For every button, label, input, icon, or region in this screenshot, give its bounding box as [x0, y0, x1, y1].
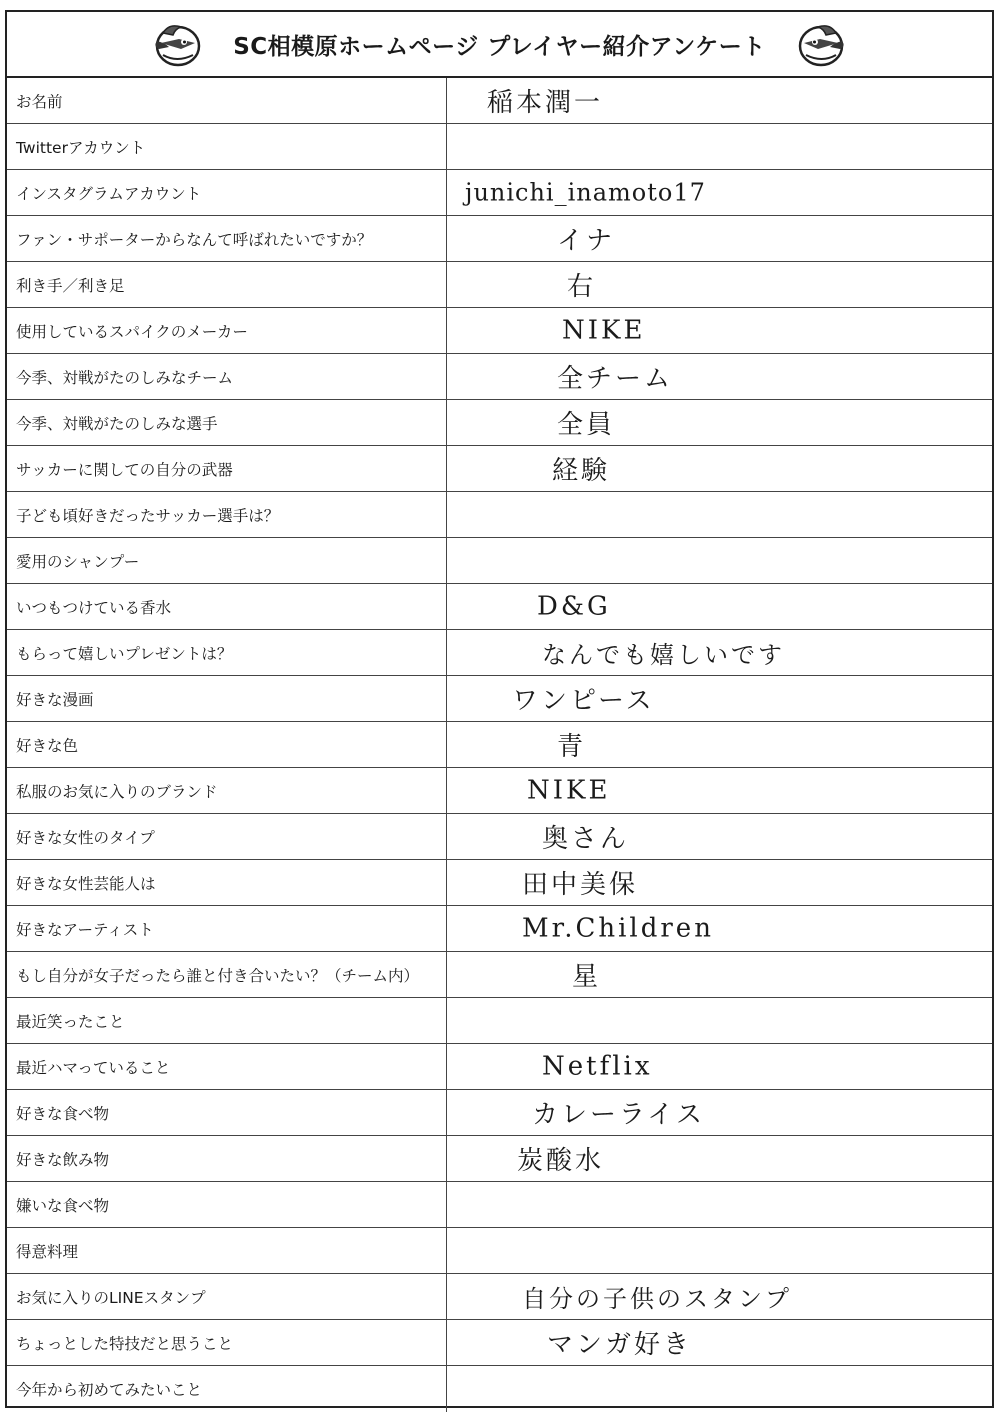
answer-cell — [447, 998, 992, 1043]
survey-row — [7, 262, 992, 308]
answer-cell — [447, 1136, 992, 1181]
survey-row — [7, 722, 992, 768]
question-label: サッカーに関しての自分の武器 — [7, 446, 447, 491]
survey-row — [7, 1136, 992, 1182]
answer-text: Netflix — [542, 1050, 653, 1081]
question-label: Twitterアカウント — [7, 124, 447, 169]
answer-text: なんでも嬉しいです — [542, 640, 785, 669]
survey-rows — [7, 78, 992, 1412]
answer-text: 経験 — [552, 455, 611, 486]
question-label: 嫌いな食べ物 — [7, 1182, 447, 1227]
answer-cell — [447, 906, 992, 951]
survey-row — [7, 814, 992, 860]
answer-text: D&G — [537, 590, 611, 621]
answer-cell — [447, 676, 992, 721]
answer-cell — [447, 492, 992, 537]
question-label: いつもつけている香水 — [7, 584, 447, 629]
survey-row — [7, 1274, 992, 1320]
survey-row — [7, 354, 992, 400]
answer-cell — [447, 1320, 992, 1365]
question-label: 最近ハマっていること — [7, 1044, 447, 1089]
question-label: 私服のお気に入りのブランド — [7, 768, 447, 813]
question-label: 使用しているスパイクのメーカー — [7, 308, 447, 353]
answer-cell — [447, 1274, 992, 1319]
answer-text: 炭酸水 — [517, 1145, 605, 1176]
survey-row — [7, 952, 992, 998]
survey-row — [7, 170, 992, 216]
answer-text: 全チーム — [557, 363, 674, 394]
answer-cell — [447, 400, 992, 445]
question-label: 今年から初めてみたいこと — [7, 1366, 447, 1412]
question-label: 愛用のシャンプー — [7, 538, 447, 583]
answer-text: 稲本潤一 — [487, 87, 604, 118]
question-label: ファン・サポーターからなんて呼ばれたいですか？ — [7, 216, 447, 261]
answer-text: 自分の子供のスタンプ — [522, 1284, 792, 1313]
answer-cell — [447, 262, 992, 307]
answer-cell — [447, 124, 992, 169]
answer-text: 青 — [557, 731, 587, 762]
question-label: 好きな女性芸能人は — [7, 860, 447, 905]
answer-text: 奥さん — [542, 823, 630, 854]
survey-row — [7, 768, 992, 814]
survey-row — [7, 998, 992, 1044]
answer-text: junichi_inamoto17 — [465, 177, 706, 206]
question-label: 今季、対戦がたのしみなチーム — [7, 354, 447, 399]
survey-row — [7, 446, 992, 492]
answer-cell — [447, 538, 992, 583]
answer-cell — [447, 216, 992, 261]
survey-row — [7, 400, 992, 446]
answer-text: 右 — [567, 271, 597, 302]
survey-row — [7, 1044, 992, 1090]
survey-row — [7, 906, 992, 952]
question-label: 最近笑ったこと — [7, 998, 447, 1043]
answer-cell — [447, 952, 992, 997]
survey-row — [7, 584, 992, 630]
mascot-bird-icon — [151, 19, 203, 69]
survey-row — [7, 1320, 992, 1366]
answer-cell — [447, 860, 992, 905]
answer-cell — [447, 584, 992, 629]
question-label: 得意料理 — [7, 1228, 447, 1273]
survey-row — [7, 216, 992, 262]
survey-row — [7, 308, 992, 354]
survey-row — [7, 78, 992, 124]
survey-row — [7, 1182, 992, 1228]
survey-sheet — [5, 10, 994, 1408]
answer-cell — [447, 722, 992, 767]
answer-cell — [447, 1228, 992, 1273]
survey-row — [7, 492, 992, 538]
survey-row — [7, 630, 992, 676]
answer-text: 全員 — [557, 409, 616, 440]
question-label: 好きな食べ物 — [7, 1090, 447, 1135]
question-label: お気に入りのLINEスタンプ — [7, 1274, 447, 1319]
answer-text: カレーライス — [532, 1099, 705, 1130]
answer-cell — [447, 446, 992, 491]
answer-text: マンガ好き — [547, 1329, 693, 1360]
question-label: 好きな飲み物 — [7, 1136, 447, 1181]
answer-cell — [447, 354, 992, 399]
question-label: ちょっとした特技だと思うこと — [7, 1320, 447, 1365]
answer-cell — [447, 630, 992, 675]
survey-title: SC相模原ホームページ プレイヤー紹介アンケート — [233, 33, 766, 60]
question-label: インスタグラムアカウント — [7, 170, 447, 215]
question-label: 好きな色 — [7, 722, 447, 767]
question-label: 利き手／利き足 — [7, 262, 447, 307]
answer-cell — [447, 768, 992, 813]
question-label: 好きな女性のタイプ — [7, 814, 447, 859]
survey-row — [7, 860, 992, 906]
answer-cell — [447, 1044, 992, 1089]
survey-row — [7, 1228, 992, 1274]
survey-row — [7, 676, 992, 722]
question-label: もし自分が女子だったら誰と付き合いたい？（チーム内） — [7, 952, 447, 997]
question-label: 子ども頃好きだったサッカー選手は？ — [7, 492, 447, 537]
question-label: 今季、対戦がたのしみな選手 — [7, 400, 447, 445]
question-label: もらって嬉しいプレゼントは？ — [7, 630, 447, 675]
answer-cell — [447, 1182, 992, 1227]
answer-cell — [447, 814, 992, 859]
mascot-bird-icon — [796, 19, 848, 69]
question-label: お名前 — [7, 78, 447, 123]
answer-cell — [447, 308, 992, 353]
survey-row — [7, 538, 992, 584]
answer-cell — [447, 78, 992, 123]
answer-text: NIKE — [527, 774, 611, 805]
answer-cell — [447, 1366, 992, 1412]
survey-row — [7, 1090, 992, 1136]
answer-text: ワンピース — [512, 685, 655, 716]
survey-row — [7, 1366, 992, 1412]
survey-row — [7, 124, 992, 170]
answer-cell — [447, 170, 992, 215]
answer-text: イナ — [557, 225, 616, 256]
answer-text: NIKE — [562, 314, 646, 345]
survey-header — [7, 12, 992, 78]
answer-text: Mr.Children — [522, 912, 714, 943]
answer-text: 星 — [572, 961, 602, 992]
answer-cell — [447, 1090, 992, 1135]
question-label: 好きな漫画 — [7, 676, 447, 721]
answer-text: 田中美保 — [522, 869, 639, 900]
question-label: 好きなアーティスト — [7, 906, 447, 951]
